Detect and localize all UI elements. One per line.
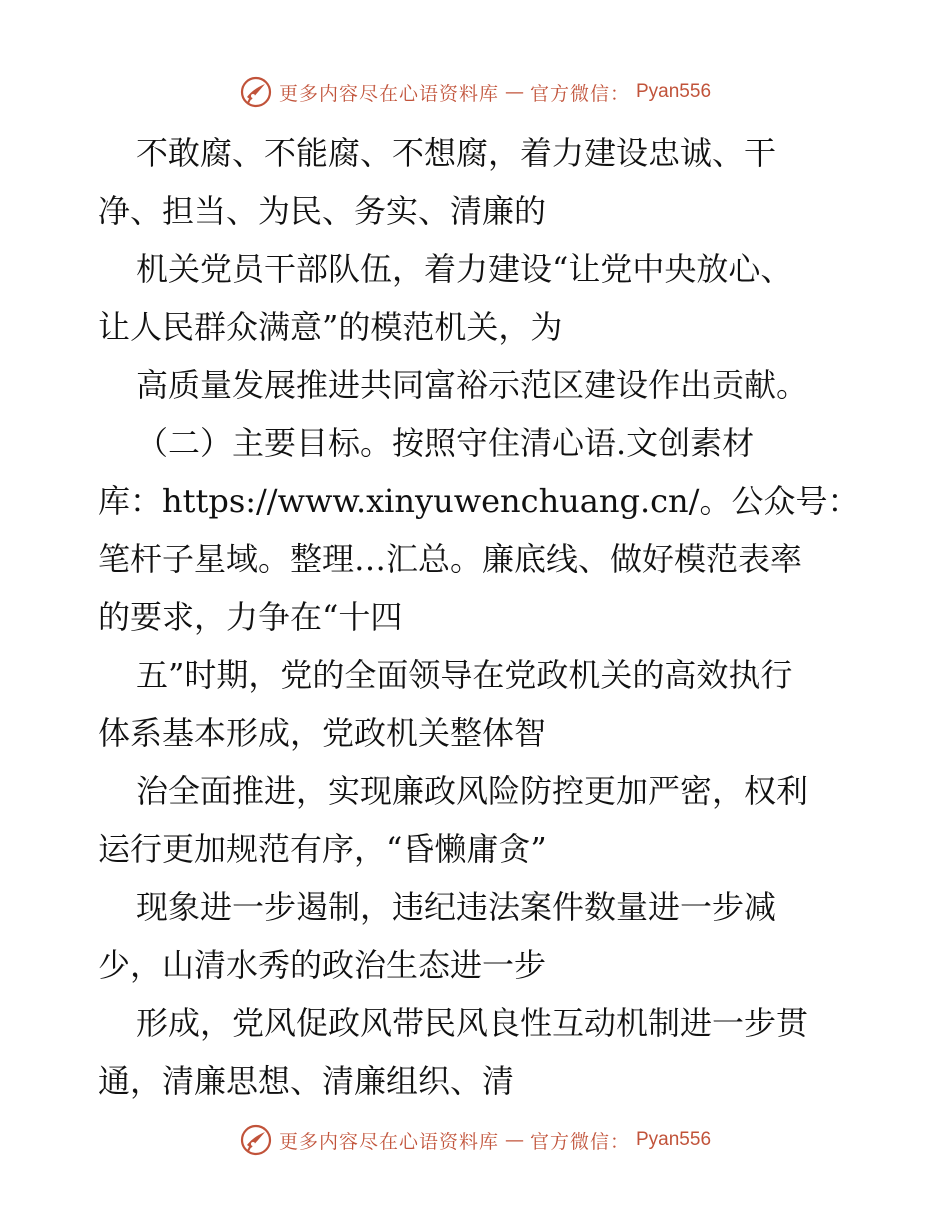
body-line: 治全面推进，实现廉政风险防控更加严密，权利 xyxy=(136,772,809,810)
body-line: 形成，党风促政风带民风良性互动机制进一步贯 xyxy=(136,1004,809,1042)
book-pen-logo-icon xyxy=(239,75,273,109)
header-wechat-label: 官方微信： xyxy=(529,82,630,105)
body-line: 的要求，力争在“十四 xyxy=(98,598,403,636)
body-line: 不敢腐、不能腐、不想腐，着力建设忠诚、干 xyxy=(136,134,777,172)
body-line: 高质量发展推进共同富裕示范区建设作出贡献。 xyxy=(136,366,809,404)
body-line: 笔杆子星域。整理…汇总。廉底线、做好模范表率 xyxy=(98,540,803,578)
document-body xyxy=(98,124,858,1110)
header-brand-text: 更多内容尽在心语资料库 xyxy=(278,82,499,105)
body-line: 五”时期，党的全面领导在党政机关的高效执行 xyxy=(136,656,793,694)
body-line: 通，清廉思想、清廉组织、清 xyxy=(98,1062,515,1100)
body-line: 库：https://www.xinyuwenchuang.cn/。公众号： xyxy=(98,482,860,520)
footer-wechat-id: Pyan556 xyxy=(636,1129,712,1150)
body-line: （二）主要目标。按照守住清心语.文创素材 xyxy=(136,424,755,462)
footer-banner xyxy=(0,1120,950,1160)
body-line: 净、担当、为民、务实、清廉的 xyxy=(98,192,547,230)
header-banner xyxy=(0,72,950,112)
footer-brand-text: 更多内容尽在心语资料库 xyxy=(278,1130,499,1153)
footer-dash: — xyxy=(504,1129,524,1151)
body-line: 机关党员干部队伍，着力建设“让党中央放心、 xyxy=(136,250,793,288)
book-pen-logo-icon xyxy=(239,1123,273,1157)
body-line: 让人民群众满意”的模范机关，为 xyxy=(98,308,563,346)
body-line: 体系基本形成，党政机关整体智 xyxy=(98,714,547,752)
header-dash: — xyxy=(504,81,524,103)
header-wechat-id: Pyan556 xyxy=(636,81,712,102)
body-line: 少，山清水秀的政治生态进一步 xyxy=(98,946,547,984)
body-line: 运行更加规范有序，“昏懒庸贪” xyxy=(98,830,547,868)
footer-wechat-label: 官方微信： xyxy=(529,1130,630,1153)
body-line: 现象进一步遏制，违纪违法案件数量进一步减 xyxy=(136,888,777,926)
